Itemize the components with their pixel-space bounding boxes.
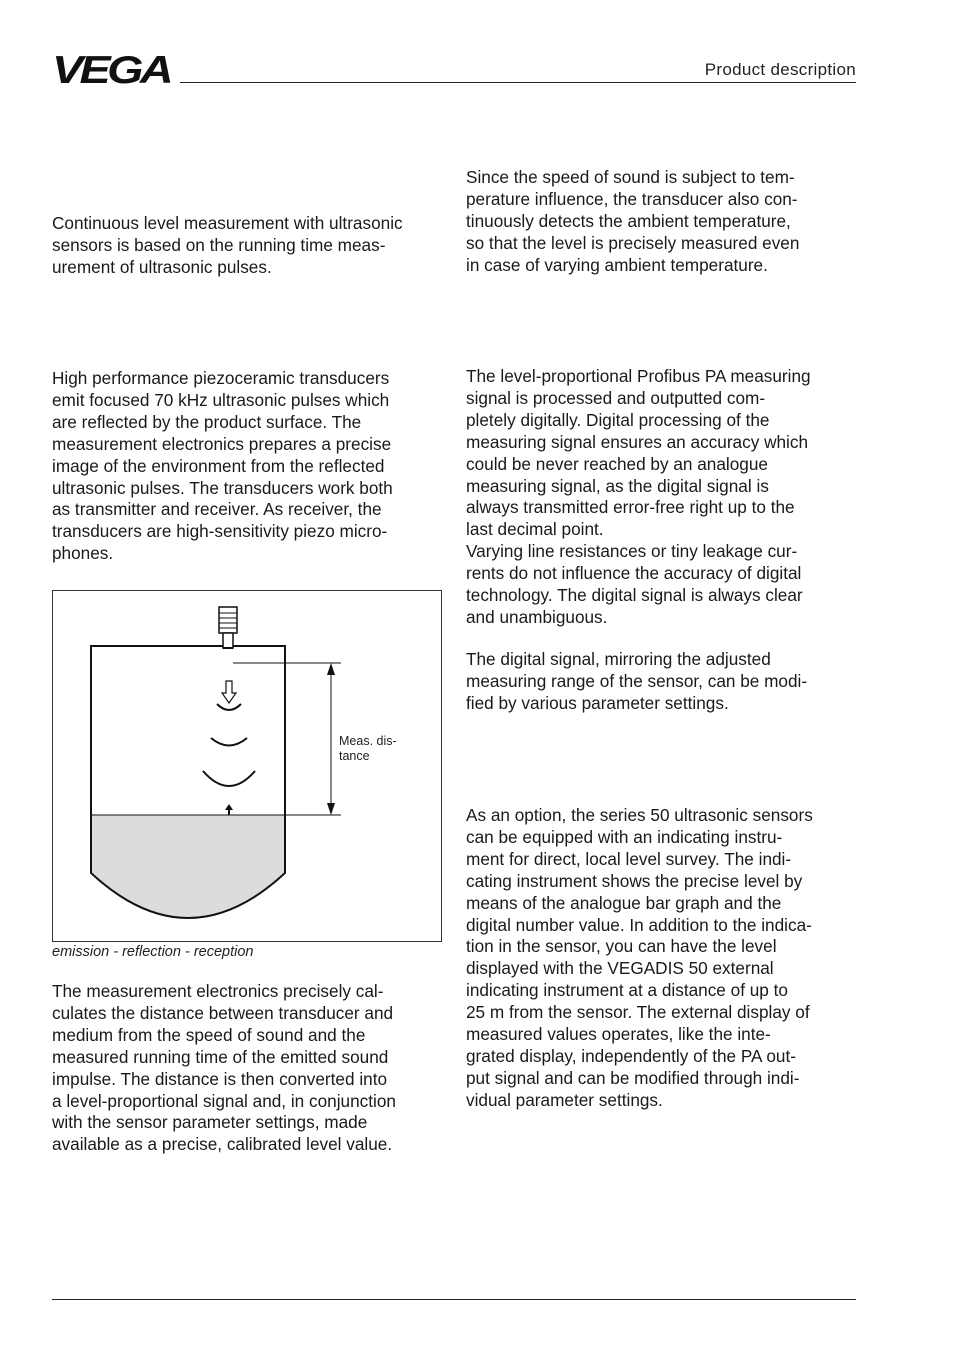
text-line: measured values operates, like the inte- — [466, 1024, 771, 1045]
profibus-paragraph — [466, 366, 858, 629]
medium-fill — [91, 815, 285, 918]
text-line: are reflected by the product surface. The — [52, 411, 362, 432]
electronics-paragraph — [52, 981, 440, 1156]
sound-wave-icon — [203, 771, 255, 786]
text-line: measuring signal, as the digital signal is — [466, 475, 769, 496]
range-paragraph — [466, 649, 858, 715]
text-line: The digital signal, mirroring the adjusted — [466, 649, 771, 669]
display-paragraph — [466, 805, 858, 1112]
text-line: impulse. The distance is then converted into — [52, 1068, 388, 1089]
distance-arrow — [327, 663, 335, 815]
diagram-graphic — [53, 591, 441, 941]
section-title: Product description — [704, 60, 856, 79]
text-line: tion in the sensor, you can have the level — [466, 936, 777, 957]
text-line: digital number value. In addition to the indica- — [466, 914, 812, 935]
text-line: means of the analogue bar graph and the — [466, 892, 782, 913]
text-line: last decimal point. — [466, 519, 604, 540]
text-line: 25 m from the sensor. The external display of — [466, 1002, 810, 1023]
ultrasonic-diagram — [52, 590, 442, 942]
text-line: put signal and can be modified through indi- — [466, 1067, 800, 1088]
text-line: pletely digitally. Digital processing of the — [466, 409, 770, 430]
text-line: The measurement electronics precisely cal- — [52, 981, 384, 1001]
distance-label-line: Meas. dis- — [339, 734, 397, 748]
text-line: as transmitter and receiver. As receiver, the — [52, 499, 382, 520]
text-line: ultrasonic pulses. The transducers work both — [52, 477, 393, 498]
text-line: vidual parameter settings. — [466, 1089, 663, 1110]
intro-paragraph — [52, 213, 440, 279]
sound-wave-icon — [211, 738, 247, 746]
text-line: with the sensor parameter settings, made — [52, 1112, 368, 1133]
text-line: measuring range of the sensor, can be modi- — [466, 670, 808, 691]
text-line: Continuous level measurement with ultrasonic — [52, 213, 403, 233]
text-line: culates the distance between transducer and — [52, 1002, 394, 1023]
text-line: a level-proportional signal and, in conjunction — [52, 1090, 396, 1111]
text-line: tinuously detects the ambient temperature, — [466, 210, 791, 231]
text-line: cating instrument shows the precise level by — [466, 870, 803, 891]
text-line: perature influence, the transducer also con- — [466, 188, 798, 209]
text-line: ment for direct, local level survey. The indi- — [466, 848, 792, 869]
text-line: fied by various parameter settings. — [466, 692, 729, 713]
text-line: Since the speed of sound is subject to tem- — [466, 167, 795, 187]
vega-logo-graphic — [52, 52, 172, 86]
sensor-icon — [219, 607, 237, 648]
distance-label-line: tance — [339, 749, 370, 763]
svg-text:VEGA: VEGA — [52, 52, 171, 86]
vega-logo — [52, 52, 172, 86]
text-line: image of the environment from the reflected — [52, 455, 385, 476]
emission-arrow-icon — [222, 681, 236, 703]
text-line: technology. The digital signal is always clear — [466, 585, 803, 606]
text-line: High performance piezoceramic transducers — [52, 368, 390, 388]
text-line: grated display, independently of the PA out- — [466, 1045, 796, 1066]
text-line: As an option, the series 50 ultrasonic sensors — [466, 805, 813, 825]
text-line: so that the level is precisely measured even — [466, 232, 800, 253]
text-line: rents do not influence the accuracy of digital — [466, 563, 802, 584]
text-line: indicating instrument at a distance of up to — [466, 980, 788, 1001]
text-line: The level-proportional Profibus PA measuring — [466, 366, 811, 386]
reflection-arrow-icon — [225, 804, 233, 815]
sound-wave-icon — [217, 704, 241, 710]
text-line: Varying line resistances or tiny leakage cur- — [466, 541, 798, 562]
text-line: can be equipped with an indicating instru- — [466, 826, 783, 847]
text-line: and unambiguous. — [466, 606, 608, 627]
text-line: phones. — [52, 543, 114, 564]
text-line: measuring signal ensures an accuracy which — [466, 431, 809, 452]
figure-caption: emission - reflection - reception — [52, 944, 254, 960]
text-line: measurement electronics prepares a precise — [52, 433, 392, 454]
text-line: medium from the speed of sound and the — [52, 1024, 366, 1045]
footer-divider — [52, 1299, 856, 1300]
text-line: urement of ultrasonic pulses. — [52, 256, 272, 277]
text-line: always transmitted error-free right up to the — [466, 497, 795, 518]
text-line: in case of varying ambient temperature. — [466, 254, 768, 275]
temperature-paragraph — [466, 167, 858, 277]
text-line: signal is processed and outputted com- — [466, 387, 766, 408]
header-divider — [180, 82, 856, 83]
text-line: could be never reached by an analogue — [466, 453, 768, 474]
text-line: sensors is based on the running time meas- — [52, 234, 386, 255]
text-line: available as a precise, calibrated level value. — [52, 1134, 393, 1155]
transducer-paragraph — [52, 368, 440, 565]
text-line: measured running time of the emitted sound — [52, 1046, 389, 1067]
text-line: displayed with the VEGADIS 50 external — [466, 958, 774, 979]
text-line: transducers are high-sensitivity piezo micro- — [52, 521, 388, 542]
text-line: emit focused 70 kHz ultrasonic pulses which — [52, 389, 390, 410]
distance-label — [339, 734, 397, 764]
